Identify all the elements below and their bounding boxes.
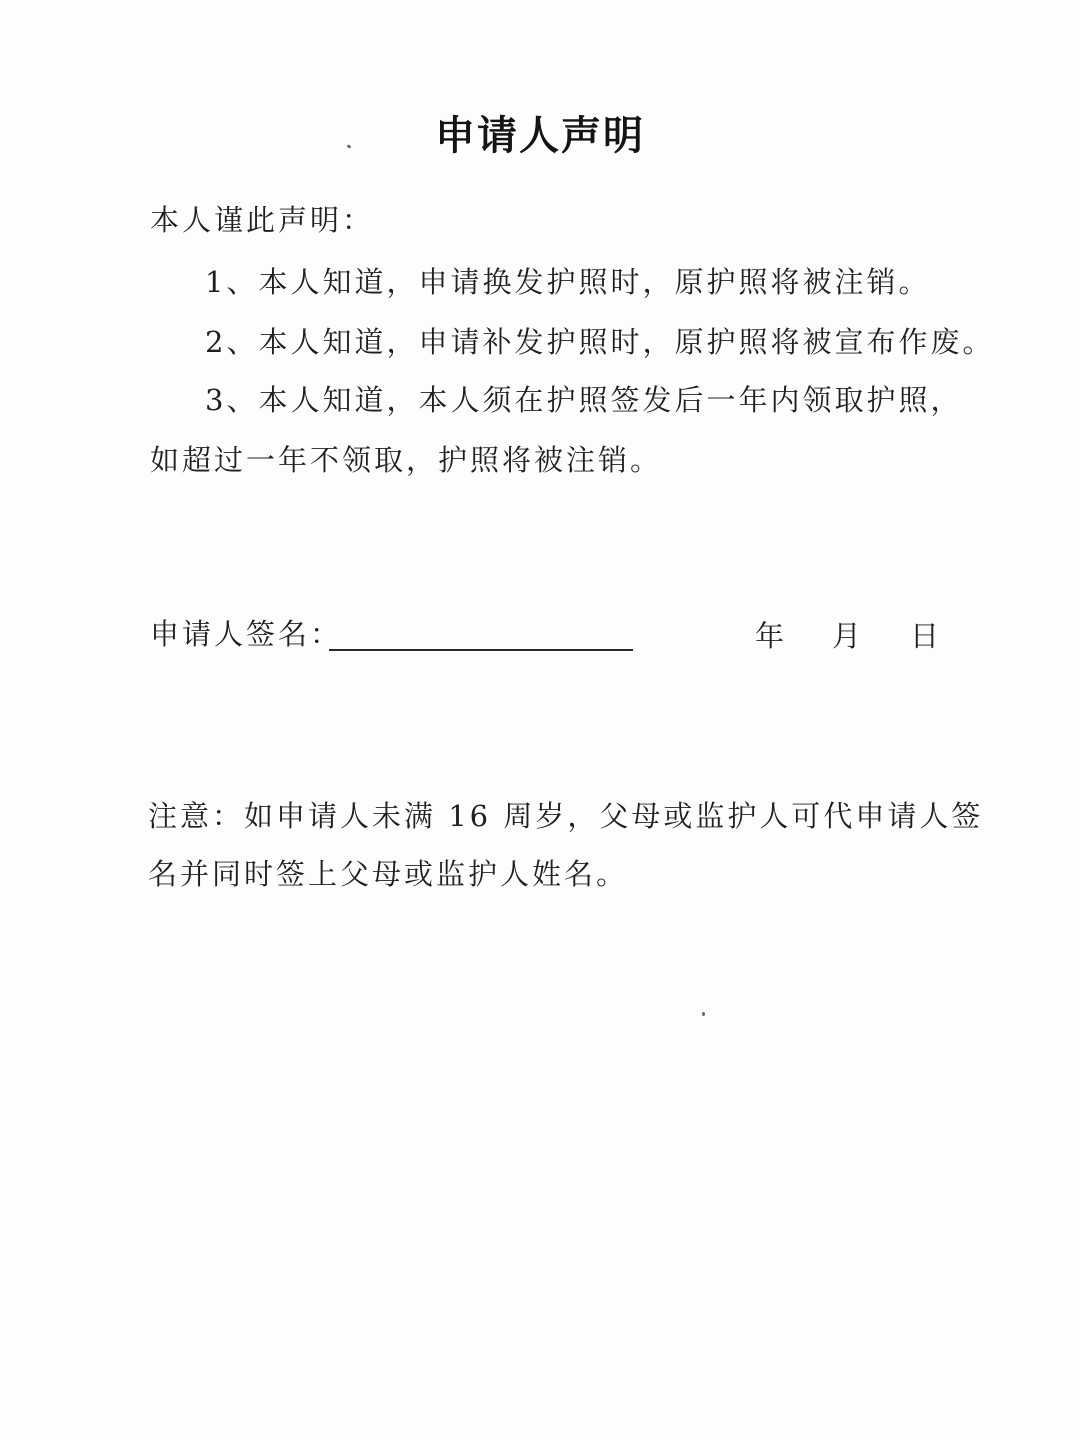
declaration-item-3: 3、本人知道，本人须在护照签发后一年内领取护照， bbox=[205, 383, 963, 417]
declaration-item-3-continuation: 如超过一年不领取，护照将被注销。 bbox=[150, 443, 663, 477]
declaration-item-1: 1、本人知道，申请换发护照时，原护照将被注销。 bbox=[205, 265, 931, 299]
note-line-1: 注意：如申请人未满 16 周岁，父母或监护人可代申请人签 bbox=[148, 799, 984, 833]
scan-speck bbox=[702, 1012, 705, 1016]
note-line-2: 名并同时签上父母或监护人姓名。 bbox=[148, 857, 629, 891]
date-year-label: 年 bbox=[755, 619, 788, 653]
document-title: 申请人声明 bbox=[435, 113, 645, 159]
signature-line[interactable] bbox=[329, 649, 633, 651]
declaration-item-2: 2、本人知道，申请补发护照时，原护照将被宣布作废。 bbox=[205, 325, 995, 359]
date-month-label: 月 bbox=[832, 619, 865, 653]
declaration-intro: 本人谨此声明： bbox=[150, 203, 375, 237]
signature-label: 申请人签名： bbox=[150, 617, 343, 651]
date-day-label: 日 bbox=[910, 619, 943, 653]
